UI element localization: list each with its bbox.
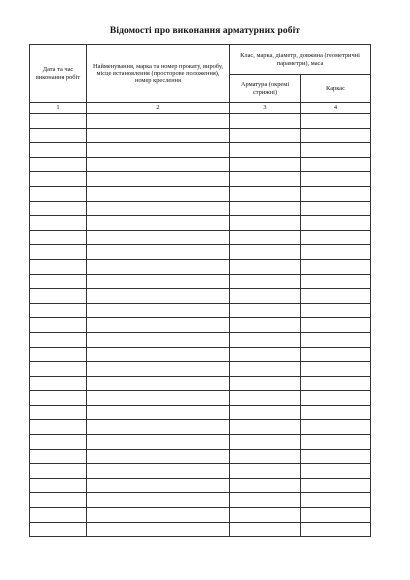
table-cell xyxy=(301,391,371,406)
table-cell xyxy=(30,172,87,187)
table-cell xyxy=(30,391,87,406)
table-row xyxy=(30,478,371,493)
table-cell xyxy=(30,157,87,172)
table-cell xyxy=(87,289,230,304)
table-cell xyxy=(87,420,230,435)
table-cell xyxy=(301,114,371,129)
table-cell xyxy=(301,303,371,318)
table-cell xyxy=(230,201,301,216)
column-number-1: 1 xyxy=(30,103,87,114)
table-cell xyxy=(87,332,230,347)
table-cell xyxy=(30,318,87,333)
table-cell xyxy=(230,230,301,245)
table-row xyxy=(30,449,371,464)
table-row xyxy=(30,230,371,245)
table-row xyxy=(30,157,371,172)
table-cell xyxy=(230,420,301,435)
table-cell xyxy=(30,435,87,450)
table-cell xyxy=(87,259,230,274)
table-cell xyxy=(30,128,87,143)
table-cell xyxy=(87,391,230,406)
table-cell xyxy=(230,216,301,231)
table-cell xyxy=(87,376,230,391)
table-cell xyxy=(87,143,230,158)
table-cell xyxy=(30,143,87,158)
header-armature-label: Арматура (окремі стрижні) xyxy=(240,81,290,96)
table-row xyxy=(30,128,371,143)
table-cell xyxy=(230,435,301,450)
table-cell xyxy=(301,478,371,493)
table-cell xyxy=(87,172,230,187)
table-cell xyxy=(230,362,301,377)
table-cell xyxy=(230,391,301,406)
table-cell xyxy=(87,128,230,143)
table-row xyxy=(30,420,371,435)
table-row xyxy=(30,143,371,158)
table-cell xyxy=(301,449,371,464)
table-cell xyxy=(230,347,301,362)
table-cell xyxy=(87,449,230,464)
table-cell xyxy=(230,464,301,479)
table-cell xyxy=(301,274,371,289)
works-table xyxy=(29,44,371,537)
table-cell xyxy=(230,332,301,347)
table-cell xyxy=(30,259,87,274)
table-cell xyxy=(30,230,87,245)
table-cell xyxy=(30,508,87,523)
table-cell xyxy=(87,362,230,377)
table-cell xyxy=(87,464,230,479)
table-cell xyxy=(230,245,301,260)
table-cell xyxy=(30,493,87,508)
column-number-2: 2 xyxy=(87,103,230,114)
table-cell xyxy=(301,464,371,479)
table-row xyxy=(30,186,371,201)
table-cell xyxy=(301,143,371,158)
table-row xyxy=(30,464,371,479)
table-cell xyxy=(301,172,371,187)
table-cell xyxy=(30,464,87,479)
table-cell xyxy=(301,362,371,377)
table-cell xyxy=(301,201,371,216)
table-cell xyxy=(230,143,301,158)
table-cell xyxy=(230,274,301,289)
table-cell xyxy=(230,376,301,391)
table-cell xyxy=(230,405,301,420)
column-number-4: 4 xyxy=(301,103,371,114)
table-cell xyxy=(230,478,301,493)
page-title: Відомості про виконання арматурних робіт xyxy=(109,26,301,36)
table-cell xyxy=(87,522,230,537)
table-body xyxy=(30,114,371,537)
table-row xyxy=(30,522,371,537)
table-row xyxy=(30,493,371,508)
table-cell xyxy=(301,318,371,333)
table-cell xyxy=(230,449,301,464)
table-cell xyxy=(87,318,230,333)
table-row xyxy=(30,201,371,216)
table-cell xyxy=(301,216,371,231)
table-row xyxy=(30,376,371,391)
table-row xyxy=(30,245,371,260)
table-cell xyxy=(87,245,230,260)
table-row xyxy=(30,405,371,420)
table-cell xyxy=(230,522,301,537)
table-cell xyxy=(87,157,230,172)
table-cell xyxy=(30,405,87,420)
table-cell xyxy=(301,289,371,304)
table-cell xyxy=(301,332,371,347)
table-cell xyxy=(230,289,301,304)
header-name-label: Найменування, марка та номер прокату, виробу, місце встановлення (просторове положення), номер креслення xyxy=(93,62,223,85)
header-frame xyxy=(301,75,371,103)
table-cell xyxy=(301,347,371,362)
table-cell xyxy=(87,478,230,493)
table-cell xyxy=(87,114,230,129)
table-cell xyxy=(301,186,371,201)
table-cell xyxy=(30,274,87,289)
table-cell xyxy=(230,508,301,523)
table-cell xyxy=(30,289,87,304)
table-cell xyxy=(301,493,371,508)
table-cell xyxy=(301,376,371,391)
table-cell xyxy=(30,376,87,391)
header-group-label: Клас, марка, діаметр, довжина (геометричні параметри), маса xyxy=(240,52,360,67)
works-sheet xyxy=(29,44,370,537)
table-cell xyxy=(301,230,371,245)
table-cell xyxy=(30,449,87,464)
table-cell xyxy=(230,172,301,187)
table-cell xyxy=(230,493,301,508)
table-cell xyxy=(230,114,301,129)
table-row xyxy=(30,216,371,231)
table-cell xyxy=(30,303,87,318)
table-cell xyxy=(301,420,371,435)
table-cell xyxy=(30,420,87,435)
header-group xyxy=(230,45,371,75)
table-cell xyxy=(30,347,87,362)
table-row xyxy=(30,289,371,304)
table-cell xyxy=(87,201,230,216)
table-cell xyxy=(87,216,230,231)
table-row xyxy=(30,114,371,129)
table-row xyxy=(30,259,371,274)
table-cell xyxy=(230,318,301,333)
table-cell xyxy=(301,405,371,420)
table-row xyxy=(30,303,371,318)
table-cell xyxy=(301,435,371,450)
table-cell xyxy=(301,128,371,143)
table-cell xyxy=(87,186,230,201)
table-row xyxy=(30,508,371,523)
header-date-label: Дата та час виконання робіт xyxy=(35,66,81,81)
table-cell xyxy=(301,157,371,172)
header-armature xyxy=(230,75,301,103)
table-cell xyxy=(230,128,301,143)
table-cell xyxy=(87,405,230,420)
table-cell xyxy=(87,303,230,318)
table-cell xyxy=(30,478,87,493)
table-cell xyxy=(30,522,87,537)
table-cell xyxy=(301,259,371,274)
table-cell xyxy=(230,186,301,201)
table-row xyxy=(30,362,371,377)
table-cell xyxy=(87,347,230,362)
header-date xyxy=(30,45,87,103)
header-frame-label: Каркас xyxy=(326,84,345,92)
table-row xyxy=(30,391,371,406)
table-cell xyxy=(30,245,87,260)
table-cell xyxy=(87,493,230,508)
column-number-row xyxy=(30,103,371,114)
table-row xyxy=(30,435,371,450)
table-cell xyxy=(30,362,87,377)
table-cell xyxy=(87,230,230,245)
table-cell xyxy=(87,274,230,289)
table-row xyxy=(30,332,371,347)
table-cell xyxy=(30,216,87,231)
table-cell xyxy=(230,157,301,172)
table-row xyxy=(30,274,371,289)
table-cell xyxy=(30,186,87,201)
table-cell xyxy=(301,522,371,537)
column-number-3: 3 xyxy=(230,103,301,114)
table-cell xyxy=(301,245,371,260)
header-name xyxy=(87,45,230,103)
table-row xyxy=(30,347,371,362)
table-cell xyxy=(87,435,230,450)
table-cell xyxy=(87,508,230,523)
table-cell xyxy=(30,114,87,129)
table-row xyxy=(30,318,371,333)
table-cell xyxy=(301,508,371,523)
table-cell xyxy=(230,303,301,318)
table-cell xyxy=(30,332,87,347)
table-row xyxy=(30,172,371,187)
table-cell xyxy=(30,201,87,216)
table-cell xyxy=(230,259,301,274)
